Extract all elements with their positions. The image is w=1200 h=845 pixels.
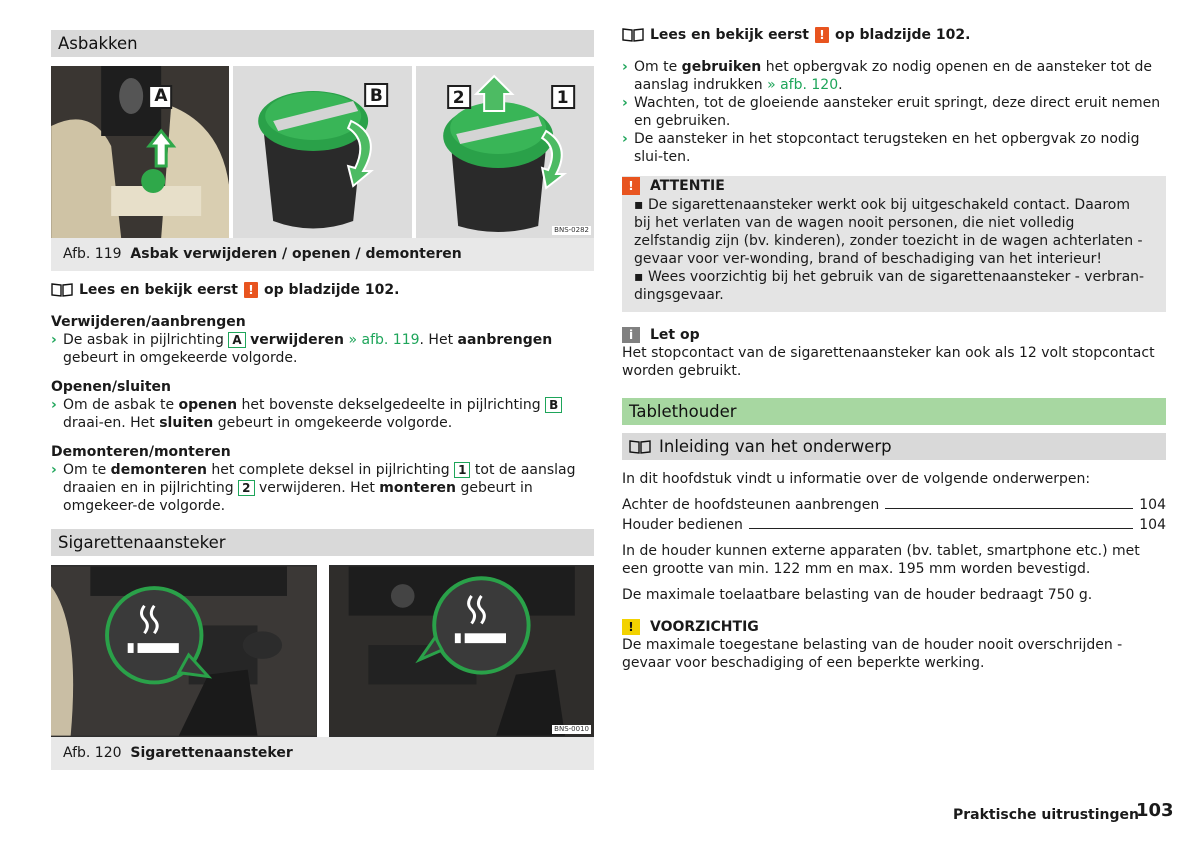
note-text: Het stopcontact van de sigarettenaansteker kan ook als 12 volt stopcontact worden gebruikt.: [622, 345, 1155, 379]
chevron-right-icon: ›: [622, 131, 628, 147]
warning-icon: !: [244, 282, 258, 298]
block3-t7: gebeurt in omgekeer-de volgorde.: [63, 480, 533, 514]
block3-t1: Om te: [63, 462, 107, 478]
block3-text: [51, 461, 594, 515]
fig119-image-a: [51, 66, 229, 238]
figure-120: [51, 565, 594, 737]
block1-key: A: [228, 332, 245, 348]
block1-text: [51, 331, 594, 367]
block2-t5: sluiten: [159, 415, 214, 431]
fig120-caption-prefix: Afb. 120: [63, 745, 122, 761]
fig120-panel-left: [51, 565, 317, 737]
attention-title: ATTENTIE: [650, 178, 725, 194]
attention-box: [622, 176, 1166, 312]
readref-right-before: Lees en bekijk eerst: [650, 27, 809, 43]
fig119-label-a: A: [154, 86, 168, 106]
chevron-right-icon: ›: [51, 332, 57, 348]
block1-t3: . Het: [419, 332, 454, 348]
toc-item-2[interactable]: [622, 516, 1166, 534]
readref-right: [622, 26, 1166, 44]
chevron-right-icon: ›: [51, 397, 57, 413]
use-b1-link[interactable]: » afb. 120: [767, 77, 839, 93]
note-title: Let op: [650, 327, 700, 343]
note-header: [622, 326, 1166, 344]
use-b1-t2: gebruiken: [681, 59, 762, 75]
subsection-title: Inleiding van het onderwerp: [659, 437, 892, 456]
readref-left-before: Lees en bekijk eerst: [79, 282, 238, 298]
readref-left-after: op bladzijde 102.: [263, 282, 400, 298]
footer-label: Praktische uitrustingen: [953, 807, 1139, 823]
caution-header: [622, 618, 1166, 636]
block2-t1: Om de asbak te: [63, 397, 175, 413]
fig119-caption: [51, 238, 594, 271]
section-title-sigarettenaansteker: Sigarettenaansteker: [51, 529, 594, 556]
fig119-label-1: 1: [556, 88, 569, 108]
use-b2: Wachten, tot de gloeiende aansteker eruit springt, deze direct eruit nemen en gebruiken.: [634, 95, 1161, 129]
intro-text: In dit hoofdstuk vindt u informatie over de volgende onderwerpen:: [622, 471, 1091, 487]
section-title-tablethouder: Tablethouder: [622, 398, 1166, 425]
caution-title: VOORZICHTIG: [650, 619, 759, 635]
figure-119: [51, 66, 594, 238]
info-icon: i: [622, 327, 640, 343]
block3-t4: tot de aanslag draaien en in pijlrichting: [63, 462, 576, 496]
book-icon: [629, 440, 651, 454]
book-icon: [51, 283, 73, 297]
paragraph-1: In de houder kunnen externe apparaten (bv. tablet, smartphone etc.) met een grootte van min. 122 mm en max. 195 mm worden bevestigd.: [622, 543, 1140, 577]
use-step-2: [622, 94, 1166, 130]
chevron-right-icon: ›: [51, 462, 57, 478]
paragraph-2: De maximale toelaatbare belasting van de houder bedraagt 750 g.: [622, 587, 1093, 603]
toc-leader: [885, 508, 1133, 509]
fig119-caption-text: Asbak verwijderen / openen / demonteren: [130, 246, 462, 262]
caution-icon: !: [622, 619, 640, 635]
warning-icon: !: [622, 177, 640, 195]
block1-t1: De asbak in pijlrichting: [63, 332, 224, 348]
block1-title: Verwijderen/aanbrengen: [51, 314, 246, 330]
page-number: 103: [1136, 800, 1174, 821]
block1-t2: verwijderen: [250, 332, 345, 348]
chevron-right-icon: ›: [622, 59, 628, 75]
block1-link[interactable]: » afb. 119: [348, 332, 420, 348]
use-b1-t1: Om te: [634, 59, 678, 75]
toc-list: [622, 496, 1166, 534]
toc-leader: [749, 528, 1133, 529]
block2-t4: draai-en. Het: [63, 415, 155, 431]
chevron-right-icon: ›: [622, 95, 628, 111]
block2-t6: gebeurt in omgekeerde volgorde.: [217, 415, 453, 431]
toc-item-1-label: Achter de hoofdsteunen aanbrengen: [622, 497, 880, 513]
use-b3: De aansteker in het stopcontact terugsteken en het opbergvak zo nodig slui-ten.: [634, 131, 1140, 165]
block2-key: B: [545, 397, 562, 413]
block3-key1: 1: [454, 462, 470, 478]
fig119-code: BNS-0282: [554, 226, 589, 234]
block3-t2: demonteren: [110, 462, 207, 478]
book-icon: [622, 28, 644, 42]
use-b1-t3: het opbergvak zo nodig openen en de aansteker tot de aanslag indrukken: [634, 59, 1152, 93]
warning-icon: !: [815, 27, 829, 43]
use-step-1: [622, 58, 1166, 94]
block1-t5: gebeurt in omgekeerde volgorde.: [63, 350, 298, 366]
block2-t2: openen: [178, 397, 238, 413]
fig120-panel-right: [329, 565, 595, 737]
attention-header: [622, 176, 1166, 196]
block3-t6: monteren: [379, 480, 456, 496]
use-b1-t4: .: [838, 77, 843, 93]
block2-title: Openen/sluiten: [51, 379, 172, 395]
caution-text: De maximale toegestane belasting van de houder nooit overschrijden - gevaar voor beschadiging of een beperkte werking.: [622, 637, 1123, 671]
block3-t5: verwijderen. Het: [258, 480, 375, 496]
fig120-image-left: [51, 565, 317, 737]
attention-p2: ▪ Wees voorzichtig bij het gebruik van de sigarettenaansteker - verbran-dingsgevaar.: [634, 269, 1145, 303]
fig120-code: BNS-0010: [554, 725, 589, 733]
toc-item-2-page: 104: [1139, 517, 1166, 533]
fig119-panel-b: [233, 66, 411, 238]
block1-t4: aanbrengen: [457, 332, 553, 348]
block2-text: [51, 396, 594, 432]
toc-item-1[interactable]: [622, 496, 1166, 514]
block3-t3: het complete deksel in pijlrichting: [211, 462, 450, 478]
fig120-image-right: [329, 565, 595, 737]
right-column: [622, 26, 1166, 672]
toc-item-1-page: 104: [1139, 497, 1166, 513]
toc-item-2-label: Houder bedienen: [622, 517, 743, 533]
block3-title: Demonteren/monteren: [51, 444, 231, 460]
fig119-panel-a: [51, 66, 229, 238]
fig120-caption: [51, 737, 594, 770]
readref-left: [51, 281, 594, 299]
left-column: [51, 30, 594, 770]
readref-right-after: op bladzijde 102.: [834, 27, 971, 43]
use-step-3: [622, 130, 1166, 166]
fig119-caption-prefix: Afb. 119: [63, 246, 122, 262]
fig120-caption-text: Sigarettenaansteker: [130, 745, 293, 761]
fig119-panel-c: [416, 66, 594, 238]
attention-p1: ▪ De sigarettenaansteker werkt ook bij uitgeschakeld contact. Daarom bij het verlaten van de wagen nooit personen, die niet volledig zelfstandig zijn (bv. kinderen), zonder toezicht in de wagen achterlaten - gevaar voor ver-wonding, brand of beschadiging van het interieur!: [634, 197, 1143, 267]
section-title-asbakken: Asbakken: [51, 30, 594, 57]
subsection-header: [622, 433, 1166, 460]
fig119-label-2: 2: [452, 88, 465, 108]
use-steps: [622, 58, 1166, 166]
fig119-label-b: B: [369, 86, 383, 106]
block3-key2: 2: [238, 480, 254, 496]
block2-t3: het bovenste dekselgedeelte in pijlrichting: [241, 397, 541, 413]
